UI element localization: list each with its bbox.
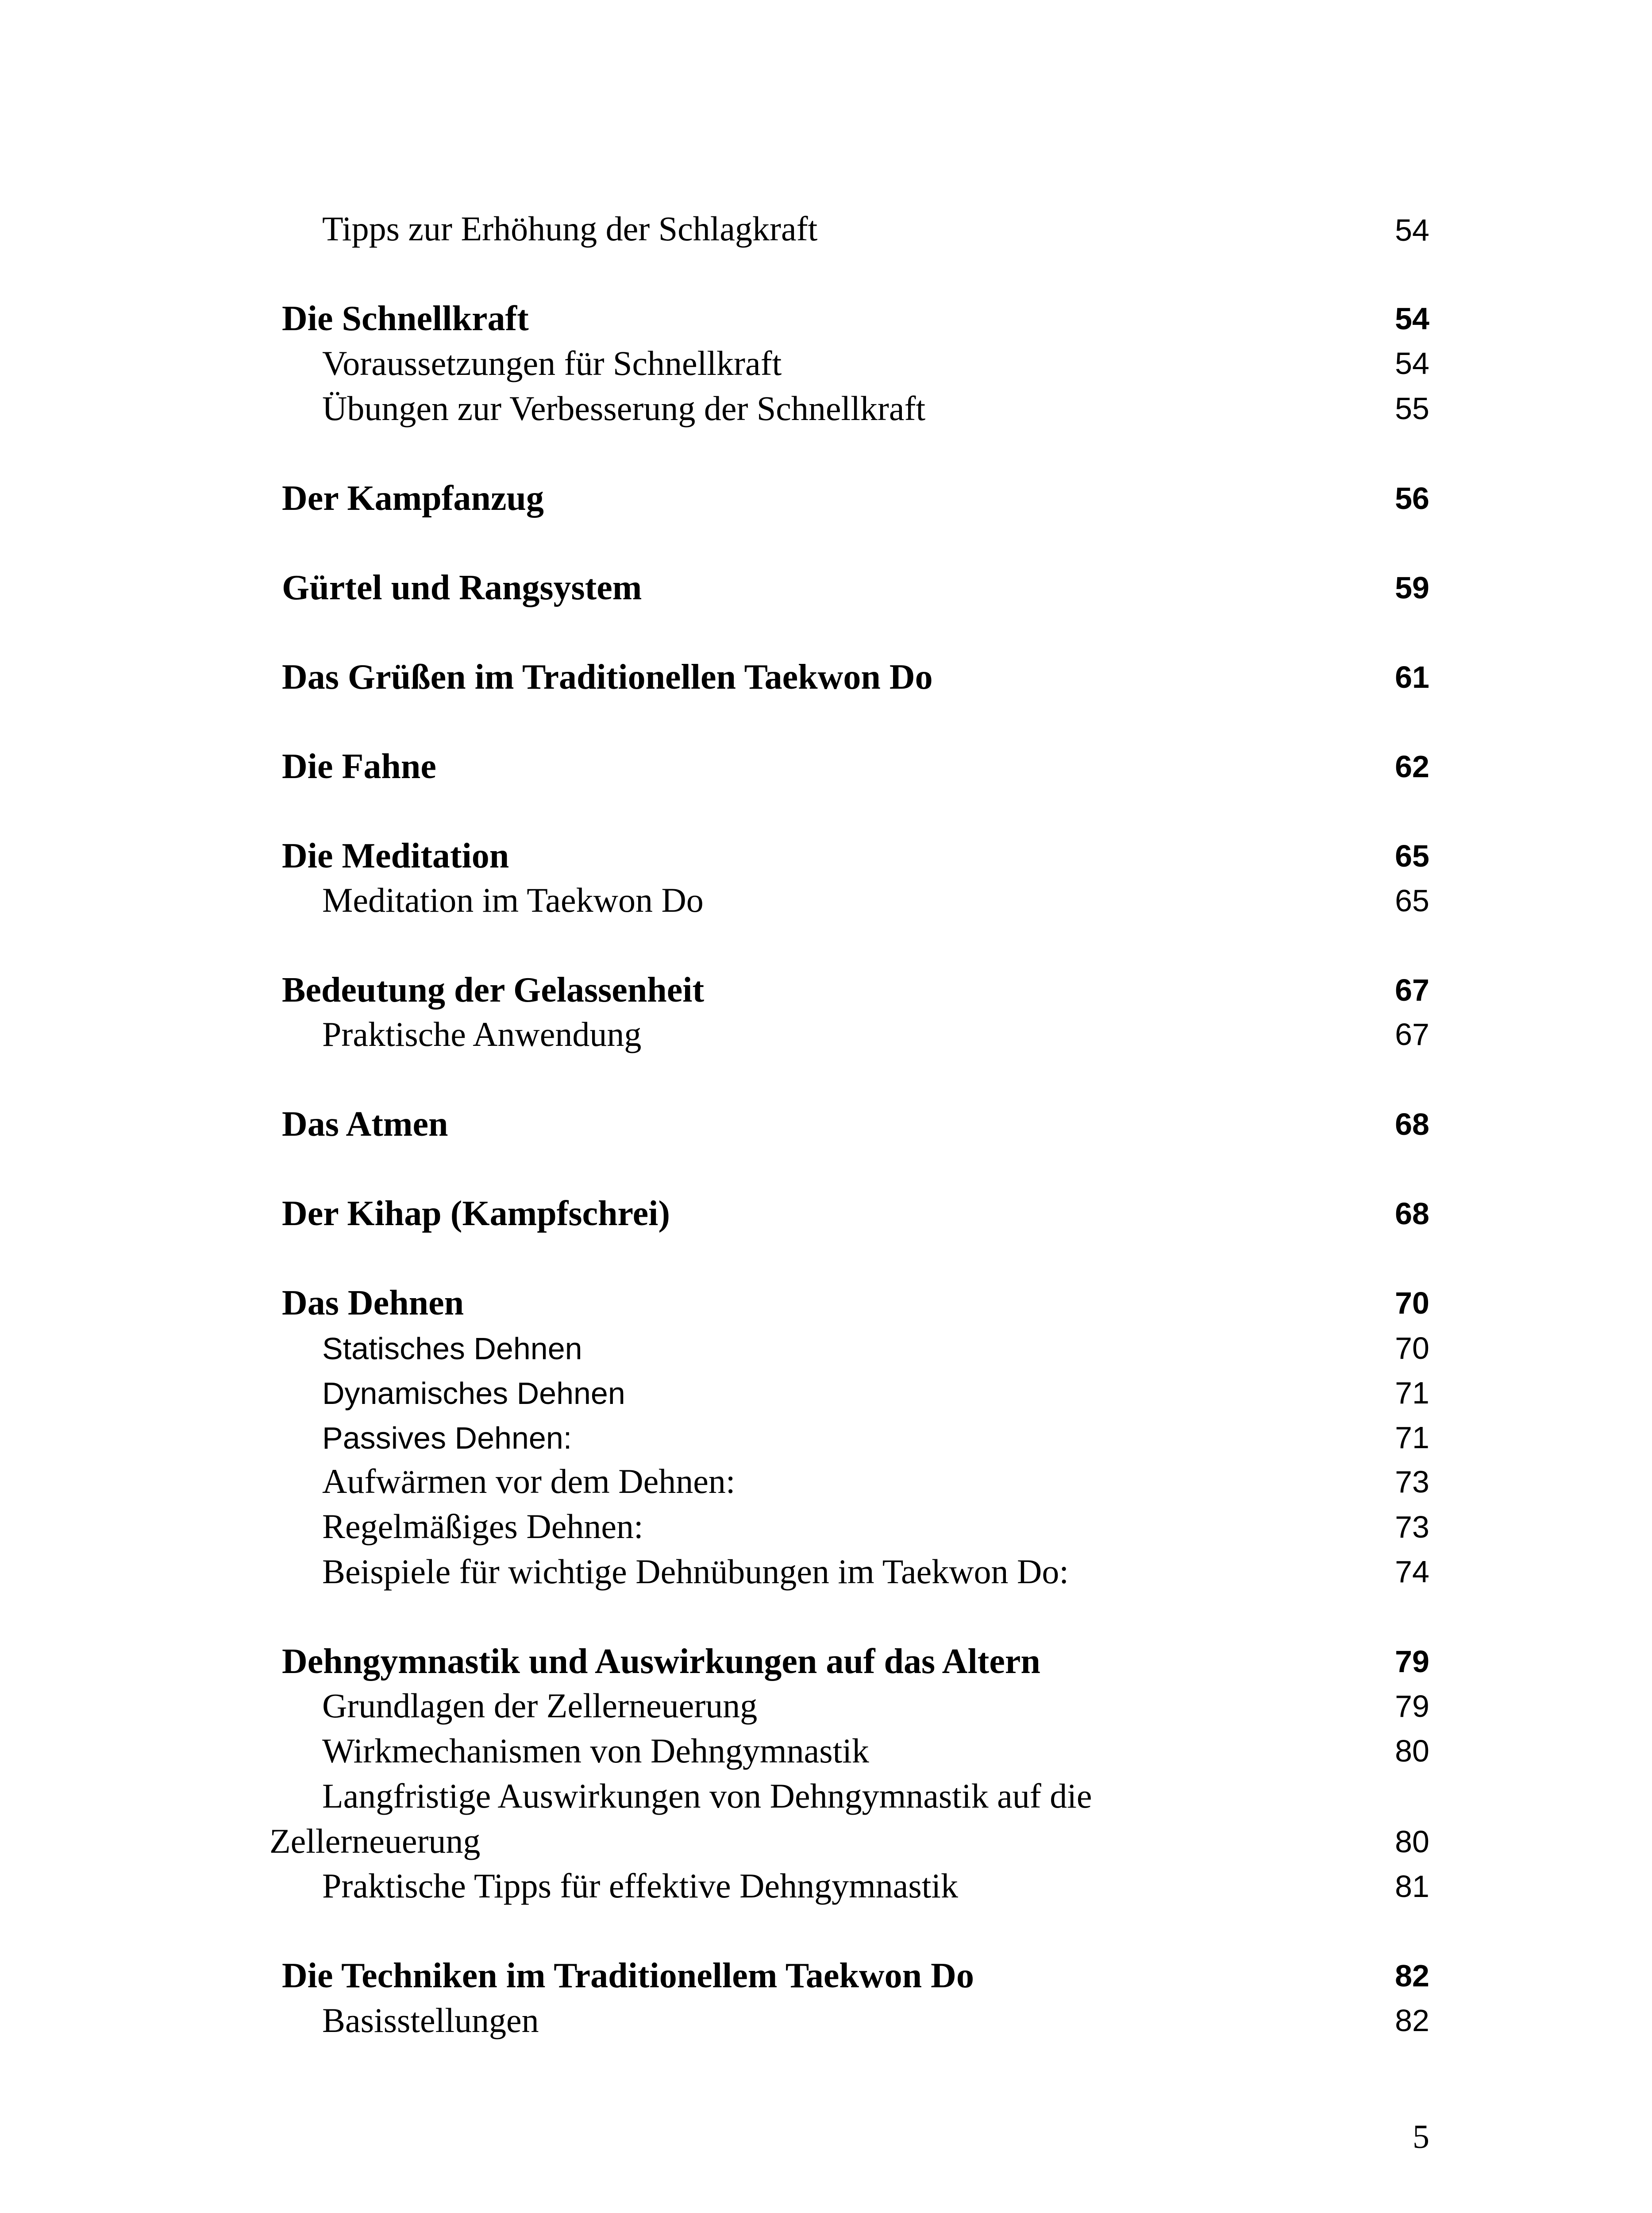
toc-entry-title: Passives Dehnen:	[322, 1421, 572, 1455]
toc-heading-page: 65	[1395, 839, 1429, 873]
toc-entry-page: 79	[1395, 1689, 1429, 1723]
toc-entry-page: 70	[1395, 1331, 1429, 1365]
toc-entry-page: 73	[1395, 1510, 1429, 1544]
page-number: 5	[1413, 2118, 1429, 2155]
toc-entry-title-continuation: Zellerneuerung	[270, 1822, 481, 1860]
toc-heading-title: Die Meditation	[282, 837, 509, 875]
toc-entry-title: Statisches Dehnen	[322, 1331, 582, 1366]
toc-heading-title: Die Techniken im Traditionellem Taekwon Do	[282, 1956, 974, 1995]
toc-heading-page: 68	[1395, 1107, 1429, 1141]
toc-heading-title: Das Dehnen	[282, 1284, 464, 1322]
toc-entry-title: Voraussetzungen für Schnellkraft	[322, 344, 782, 382]
toc-entry-title: Beispiele für wichtige Dehnübungen im Taekwon Do:	[322, 1552, 1069, 1591]
toc-entry-page: 67	[1395, 1017, 1429, 1052]
toc-entry-page: 82	[1395, 2003, 1429, 2038]
toc-heading-title: Das Grüßen im Traditionellen Taekwon Do	[282, 658, 933, 697]
toc-heading-page: 67	[1395, 973, 1429, 1007]
toc-entry-title: Praktische Anwendung	[322, 1015, 642, 1053]
toc-entry-title: Dynamisches Dehnen	[322, 1376, 625, 1411]
toc-heading-page: 68	[1395, 1196, 1429, 1231]
toc-heading-page: 59	[1395, 571, 1429, 605]
toc-entry-title: Meditation im Taekwon Do	[322, 881, 704, 919]
toc-entry-title: Aufwärmen vor dem Dehnen:	[322, 1462, 736, 1500]
toc-entry-title: Regelmäßiges Dehnen:	[322, 1507, 643, 1546]
toc-entry-page: 65	[1395, 883, 1429, 918]
toc-entry-page: 71	[1395, 1376, 1429, 1410]
toc-entry-title: Praktische Tipps für effektive Dehngymnastik	[322, 1866, 959, 1905]
toc-entry-page: 71	[1395, 1420, 1429, 1455]
toc-heading-page: 79	[1395, 1644, 1429, 1679]
toc-entry-title: Grundlagen der Zellerneuerung	[322, 1686, 758, 1725]
toc-heading-page: 62	[1395, 749, 1429, 784]
toc-entry-title: Basisstellungen	[322, 2001, 539, 2040]
toc-entry-page: 54	[1395, 346, 1429, 381]
toc-entry-title: Übungen zur Verbesserung der Schnellkraft	[322, 389, 926, 428]
toc-heading-title: Bedeutung der Gelassenheit	[282, 971, 705, 1010]
toc-heading-page: 56	[1395, 481, 1429, 516]
toc-heading-title: Gürtel und Rangsystem	[282, 568, 642, 607]
toc-heading-title: Die Schnellkraft	[282, 299, 529, 338]
toc-heading-title: Das Atmen	[282, 1105, 448, 1144]
toc-heading-title: Der Kihap (Kampfschrei)	[282, 1194, 670, 1233]
toc-heading-page: 54	[1395, 301, 1429, 336]
toc-heading-page: 61	[1395, 660, 1429, 694]
toc-entry-page: 80	[1395, 1734, 1429, 1768]
toc-entry-page: 54	[1395, 213, 1429, 247]
toc-entry-page: 74	[1395, 1554, 1429, 1589]
toc-heading-title: Dehngymnastik und Auswirkungen auf das Altern	[282, 1642, 1040, 1681]
toc-entry-page: 55	[1395, 391, 1429, 426]
toc-heading-page: 82	[1395, 1959, 1429, 1993]
toc-entry-page: 80	[1395, 1824, 1429, 1859]
toc-heading-page: 70	[1395, 1286, 1429, 1320]
toc-entry-title: Langfristige Auswirkungen von Dehngymnastik auf die	[322, 1777, 1092, 1815]
toc-heading-title: Der Kampfanzug	[282, 479, 544, 518]
toc-entry-page: 81	[1395, 1869, 1429, 1904]
toc-heading-title: Die Fahne	[282, 747, 436, 786]
toc-entry-page: 73	[1395, 1465, 1429, 1499]
toc-entry-title: Wirkmechanismen von Dehngymnastik	[322, 1731, 869, 1770]
toc-entry-title: Tipps zur Erhöhung der Schlagkraft	[322, 209, 818, 248]
